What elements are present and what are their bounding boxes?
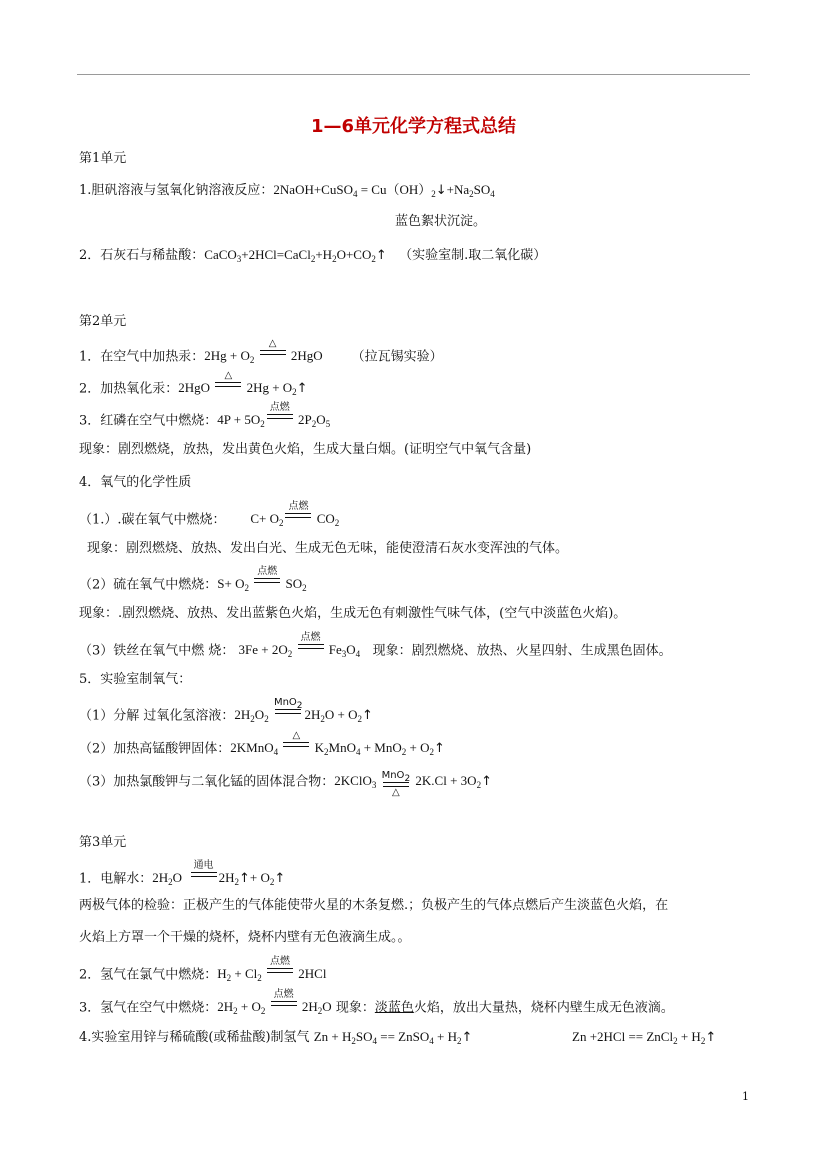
unit1-item1-prefix: 1.胆矾溶液与氢氧化钠溶液反应： [79, 183, 274, 198]
ignite-condition: 点燃 [285, 502, 311, 529]
unit2-h2o2-equation: $2H_2O_2$ MnO$_2$ $2H_2O$ + $O_2↑$ [234, 697, 373, 725]
unit3-item4-equation-hcl: Zn +2HCl == ZnCl$_2$ + $H_2↑$ [572, 1029, 717, 1046]
unit2-iron-prefix: （3）铁丝在氧气中燃 烧： [79, 643, 235, 659]
unit2-carbon-equation: $C+ O_2$ 点燃 $CO_2$ [250, 501, 340, 529]
unit3-item3-phen-label: 现象： [335, 1000, 375, 1016]
unit1-item2-prefix: 2．石灰石与稀盐酸： [79, 248, 205, 263]
ignite-condition: 点燃 [267, 403, 293, 430]
unit2-item3-equation: $4P + 5O_2$ 点燃 $2P_2O_5$ [217, 402, 331, 430]
unit2-item1 [79, 338, 443, 371]
unit1-item1-note: 蓝色絮状沉淀。 [395, 214, 487, 229]
ignite-condition: 点燃 [254, 567, 280, 594]
unit1-heading: 第1单元 [79, 151, 127, 166]
unit2-item2 [79, 370, 308, 403]
unit3-item3 [79, 989, 674, 1022]
unit2-item1-note: （拉瓦锡实验） [351, 349, 443, 365]
unit3-test-line2: 火焰上方罩一个干燥的烧杯，烧杯内壁有无色液滴生成。。 [79, 930, 411, 945]
unit3-item4 [79, 1028, 472, 1047]
unit2-h2o2-prefix: （1）分解 过氧化氢溶液： [79, 708, 235, 724]
page-number: 1 [742, 1090, 749, 1103]
unit2-carbon-phenomenon: 现象：剧烈燃烧、放热、发出白光、生成无色无味，能使澄清石灰水变浑浊的气体。 [87, 541, 569, 556]
unit2-kclo3-equation: 2KClO$_3$ MnO$_2$ △ $2K.Cl + 3O_2↑$ [334, 770, 492, 798]
unit1-item2-note: （实验室制.取二氧化碳） [399, 248, 547, 263]
unit3-item2-equation: $H_2 + Cl_2$ 点燃 2HCl [217, 956, 327, 984]
unit2-kclo3-prefix: （3）加热氯酸钾与二氧化锰的固体混合物： [79, 774, 335, 790]
unit2-iron-phenomenon: 现象：剧烈燃烧、放热、火星四射、生成黑色固体。 [372, 643, 672, 659]
unit2-item2-equation: 2HgO △ $2Hg + O_2↑$ [178, 370, 308, 398]
mno2-heat-condition: MnO$_2$ △ [381, 770, 411, 798]
unit1-item1 [79, 181, 495, 200]
unit3-item4-equation-h2so4: $Zn + H_2SO_4$ == ZnSO$_4$ + $H_2↑$ [313, 1029, 473, 1046]
unit2-item2-prefix: 2．加热氧化汞： [79, 381, 179, 397]
heat-condition: △ [260, 339, 286, 366]
unit2-kmno4-prefix: （2）加热高锰酸钾固体： [79, 741, 231, 757]
unit3-item3-phen-underlined: 淡蓝色 [374, 1000, 414, 1016]
unit2-sulfur-phenomenon: 现象：.剧烈燃烧、放热、发出蓝紫色火焰，生成无色有刺激性气味气体，(空气中淡蓝色火焰)。 [79, 606, 627, 621]
unit3-item3-equation: $2H_2 + O_2$ 点燃 $2H_2O$ [217, 989, 332, 1017]
heat-condition: △ [283, 731, 309, 758]
ignite-condition: 点燃 [271, 990, 297, 1017]
unit2-heading: 第2单元 [79, 314, 127, 329]
unit2-carbon-prefix: （1.）.碳在氧气中燃烧： [79, 512, 226, 528]
unit3-test-line1: 两极气体的检验：正极产生的气体能使带火星的木条复燃.；负极产生的气体点燃后产生淡蓝色火焰，在 [79, 898, 669, 913]
ignite-condition: 点燃 [298, 633, 324, 660]
unit2-kclo3 [79, 769, 492, 796]
unit3-item3-prefix: 3．氢气在空气中燃烧： [79, 1000, 218, 1016]
unit1-item1-equation: 2NaOH+CuSO$_4$ = $Cu(OH)_2↓+Na_2SO_4$ [273, 182, 495, 199]
unit2-carbon [79, 501, 340, 534]
unit2-iron [79, 632, 672, 665]
unit2-item1-equation: $2Hg + O_2$ △ 2HgO [204, 338, 323, 366]
unit2-item3-prefix: 3．红磷在空气中燃烧： [79, 413, 218, 429]
unit3-item3-phen-rest: 火焰，放出大量热，烧杯内壁生成无色液滴。 [413, 1000, 674, 1016]
unit2-sulfur-equation: $S+ O_2$ 点燃 $SO_2$ [217, 566, 307, 594]
unit2-item3 [79, 402, 331, 435]
mno2-condition: MnO$_2$ [274, 698, 303, 725]
unit2-iron-equation: $3Fe + 2O_2$ 点燃 $Fe_3O_4$ [238, 632, 361, 660]
electrolysis-condition: 通电 [191, 861, 217, 888]
page-title: 1—6单元化学方程式总结 [310, 116, 517, 137]
unit2-item3-phenomenon: 现象：剧烈燃烧，放热，发出黄色火焰，生成大量白烟。(证明空气中氧气含量) [79, 442, 532, 457]
unit2-item1-prefix: 1．在空气中加热汞： [79, 349, 205, 365]
unit2-item5-heading: 5．实验室制氧气： [79, 672, 192, 687]
unit1-item2 [79, 246, 546, 265]
unit3-item4-prefix: 4.实验室用锌与稀硫酸(或稀盐酸)制氢气 [79, 1030, 310, 1045]
header-rule [77, 74, 750, 75]
unit3-item1-prefix: 1．电解水： [79, 871, 153, 887]
unit2-sulfur-prefix: （2）硫在氧气中燃烧： [79, 577, 218, 593]
unit1-item2-equation: $CaCO_3+2HCl=CaCl_2+H_2O+CO_2↑$ [204, 247, 387, 264]
heat-condition: △ [215, 371, 241, 398]
unit2-sulfur [79, 566, 307, 599]
unit3-heading: 第3单元 [79, 835, 127, 850]
unit3-item2-prefix: 2．氢气在氯气中燃烧： [79, 967, 218, 983]
unit3-item2 [79, 956, 327, 989]
unit3-item1-equation: $2H_2O$ 通电 $2H_2↑+$ $O_2↑$ [152, 860, 286, 888]
unit2-item4-heading: 4．氧气的化学性质 [79, 475, 192, 490]
unit2-h2o2 [79, 697, 373, 730]
unit2-kmno4 [79, 730, 445, 763]
ignite-condition: 点燃 [267, 957, 293, 984]
unit3-item1 [79, 860, 286, 893]
unit2-kmno4-equation: 2KMnO$_4$ △ $K_2MnO_4 + MnO_2$ + $O_2↑$ [230, 730, 445, 758]
